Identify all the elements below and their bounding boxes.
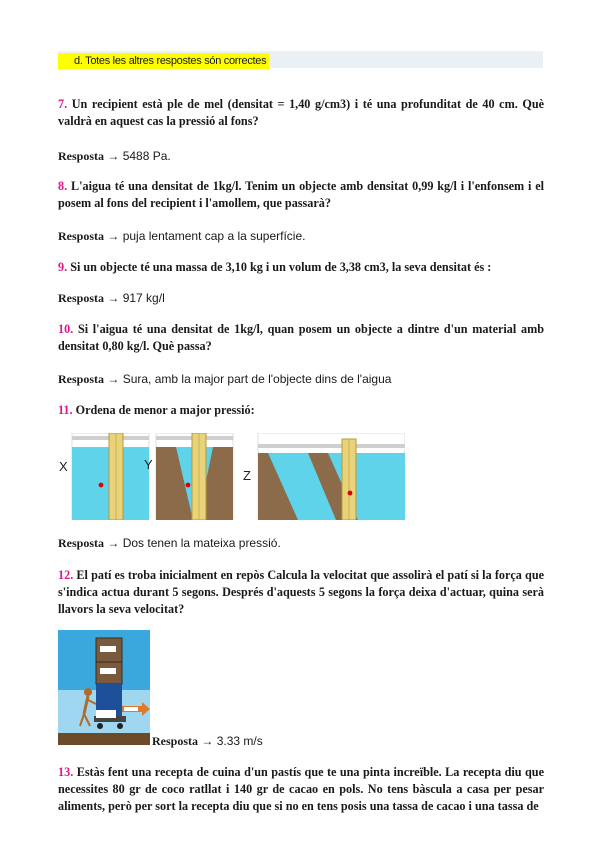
question-number: 11. [58,403,73,417]
diagram-z [258,433,405,520]
question-text: Estàs fent una recepta de cuina d'un pastís que te una pinta increïble. La recepta diu que necessites 80 gr de coco ratllat i 140 gr de cacao en pols. No tens bàscula a casa per pesar aliments, però per sort la recepta diu que si no en tens posis una tassa de cacao i una tassa de [58,765,544,813]
question-text: Si l'aigua té una densitat de 1kg/l, quan posem un objecte a dintre d'un material amb densitat 0,80 kg/l. Què passa? [58,322,544,353]
arrow-icon: → [107,536,120,550]
question-7 [58,96,544,130]
question-10 [58,321,544,355]
answer-label: Resposta [58,372,105,386]
question-text: Si un objecte té una massa de 3,10 kg i un volum de 3,38 cm3, la seva densitat és : [70,260,492,274]
pressure-diagrams-figure [58,433,405,520]
answer-value: 5488 Pa. [122,149,171,163]
diagram-label-x: X [59,459,68,474]
answer-value: Sura, amb la major part de l'objecte dins de l'aigua [122,372,392,386]
question-number: 9. [58,260,68,274]
diagram-label-y: Y [144,457,153,472]
question-9 [58,259,544,276]
skateboard-illustration [58,630,150,745]
diagram-y [156,433,233,520]
answer-label: Resposta [58,229,105,243]
answer-10 [58,371,391,387]
pressure-diagrams [58,433,405,520]
question-number: 12. [58,568,74,582]
answer-value: 3.33 m/s [216,734,263,748]
answer-label: Resposta [58,149,105,163]
question-13 [58,764,544,815]
question-text: El patí es troba inicialment en repòs Calcula la velocitat que assolirà el patí si la força que s'indica actua durant 5 segons. Després d'aquests 5 segons la força deixa d'actuar, quina serà llavors la seva velocitat? [58,568,545,616]
answer-7 [58,148,171,164]
question-11 [58,402,544,419]
arrow-icon: → [107,291,120,305]
answer-9 [58,290,165,306]
answer-12 [152,733,263,749]
skateboard-figure [58,630,150,745]
answer-8 [58,228,305,244]
answer-option-d [58,51,543,68]
question-text: L'aigua té una densitat de 1kg/l. Tenim un objecte amb densitat 0,99 kg/l i l'enfonsem i el posem al fons del recipient i l'amollem, que passarà? [58,179,545,210]
arrow-icon: → [201,734,214,748]
answer-value: puja lentament cap a la superfície. [122,229,306,243]
answer-label: Resposta [58,291,105,305]
arrow-icon: → [107,372,120,386]
question-number: 10. [58,322,74,336]
diagram-x [72,433,149,520]
question-text: Un recipient està ple de mel (densitat = 1,40 g/cm3) i té una profunditat de 40 cm. Què valdrà en aquest cas la pressió al fons? [58,97,545,128]
question-12 [58,567,544,618]
arrow-icon: → [107,149,120,163]
answer-value: Dos tenen la mateixa pressió. [122,536,281,550]
arrow-icon: → [107,229,120,243]
answer-value: 917 kg/l [122,291,165,305]
diagram-label-z: Z [243,468,251,483]
question-number: 13. [58,765,74,779]
question-number: 7. [58,97,68,111]
answer-label: Resposta [152,734,199,748]
question-8 [58,178,544,212]
answer-option-d-text: d. Totes les altres respostes són correctes [58,53,269,69]
answer-label: Resposta [58,536,105,550]
question-number: 8. [58,179,68,193]
question-text: Ordena de menor a major pressió: [75,403,255,417]
answer-11 [58,535,281,551]
